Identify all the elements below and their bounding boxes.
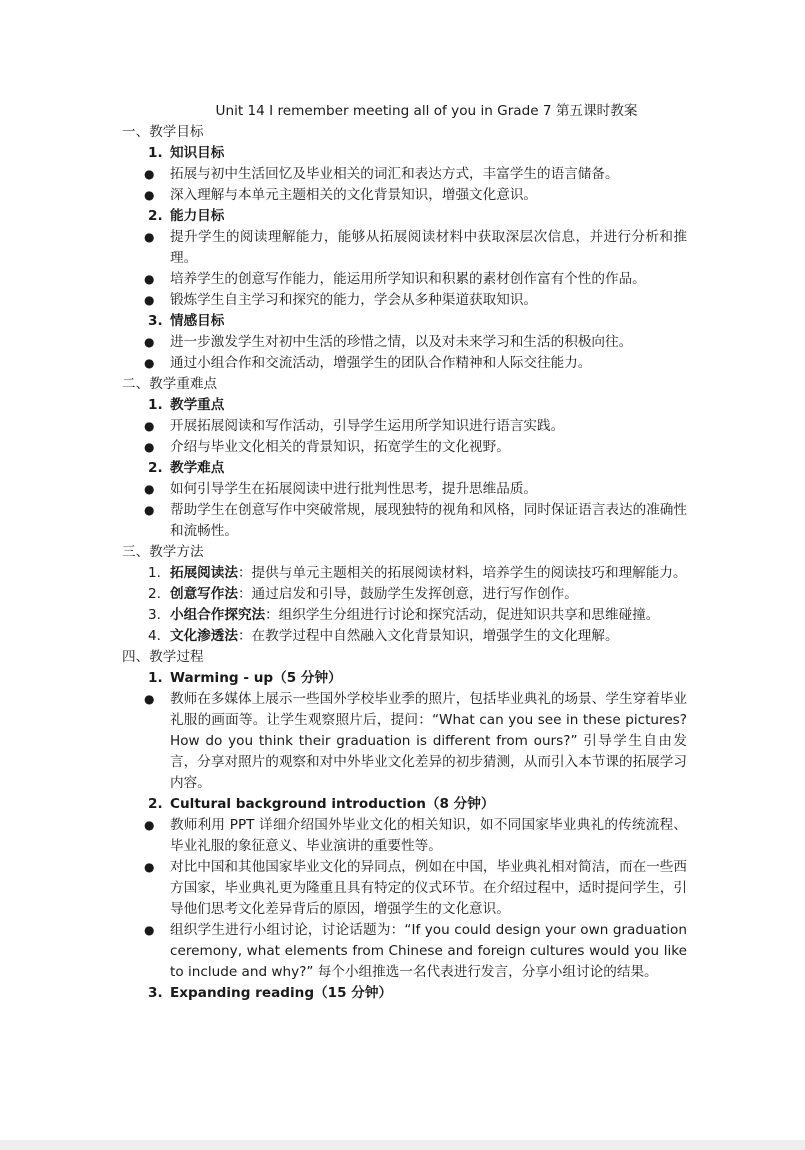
subheading — [122, 794, 687, 815]
subheading — [122, 311, 687, 332]
subheading-label: Cultural background introduction（8 分钟） — [170, 796, 495, 812]
bullet-icon: ● — [144, 188, 155, 202]
list-item — [122, 164, 687, 185]
list-item-text: 开展拓展阅读和写作活动，引导学生运用所学知识进行语言实践。 — [170, 418, 565, 434]
method-text: ：提供与单元主题相关的拓展阅读材料，培养学生的阅读技巧和理解能力。 — [237, 565, 687, 581]
bullet-icon: ● — [144, 923, 155, 937]
document-body — [122, 101, 687, 1004]
list-number: 4. — [148, 628, 161, 644]
list-item — [122, 353, 687, 374]
list-item — [122, 269, 687, 290]
list-item-text: 教师在多媒体上展示一些国外学校毕业季的照片，包括毕业典礼的场景、学生穿着毕业礼服的画面等。让学生观察照片后，提问：“What can you see in these pictures? How do you think their graduation is different from ours?” 引导学生自由发言，分享对照片的观察和对中外毕业文化差异的初步猜测，从而引入本节课的拓展学习内容。 — [170, 691, 687, 791]
list-number: 2. — [148, 586, 161, 602]
method-item — [122, 563, 687, 584]
subheading — [122, 395, 687, 416]
list-item — [122, 920, 687, 983]
method-text: ：组织学生分组进行讨论和探究活动，促进知识共享和思维碰撞。 — [265, 607, 660, 623]
method-label: 文化渗透法 — [170, 628, 238, 644]
section-heading: 四、教学过程 — [122, 649, 204, 665]
section-heading: 一、教学目标 — [122, 124, 204, 140]
method-label: 小组合作探究法 — [170, 607, 266, 623]
section-objectives — [122, 122, 687, 374]
bullet-icon: ● — [144, 272, 155, 286]
list-item-text: 组织学生进行小组讨论，讨论话题为：“If you could design your own graduation ceremony, what elements from Chinese and foreign cultures would you like to include and why?” 每个小组推选一名代表进行发言，分享小组讨论的结果。 — [170, 922, 687, 980]
list-item — [122, 185, 687, 206]
list-item-text: 对比中国和其他国家毕业文化的异同点，例如在中国，毕业典礼相对简洁，而在一些西方国家，毕业典礼更为隆重且具有特定的仪式环节。在介绍过程中，适时提问学生，引导他们思考文化差异背后的原因，增强学生的文化意识。 — [170, 859, 687, 917]
subheading — [122, 206, 687, 227]
list-number: 2. — [148, 460, 163, 476]
list-number: 2. — [148, 208, 163, 224]
method-text: ：通过启发和引导，鼓励学生发挥创意，进行写作创作。 — [237, 586, 578, 602]
list-number: 1. — [148, 670, 163, 686]
subheading — [122, 143, 687, 164]
subheading — [122, 983, 687, 1004]
list-number: 2. — [148, 796, 163, 812]
list-item-text: 介绍与毕业文化相关的背景知识，拓宽学生的文化视野。 — [170, 439, 510, 455]
list-item-text: 通过小组合作和交流活动，增强学生的团队合作精神和人际交往能力。 — [170, 355, 592, 371]
list-item — [122, 500, 687, 542]
bullet-icon: ● — [144, 440, 155, 454]
list-number: 3. — [148, 607, 161, 623]
bullet-icon: ● — [144, 818, 155, 832]
subheading-label: 情感目标 — [170, 313, 225, 329]
section-heading: 二、教学重难点 — [122, 376, 218, 392]
bullet-icon: ● — [144, 230, 155, 244]
bullet-icon: ● — [144, 293, 155, 307]
page-bottom-band — [0, 1140, 805, 1150]
subheading-label: 教学重点 — [170, 397, 225, 413]
list-item — [122, 227, 687, 269]
list-item-text: 拓展与初中生活回忆及毕业相关的词汇和表达方式，丰富学生的语言储备。 — [170, 166, 619, 182]
section-process — [122, 647, 687, 1004]
subheading-label: Expanding reading（15 分钟） — [170, 985, 393, 1001]
list-number: 1. — [148, 565, 161, 581]
list-item-text: 锻炼学生自主学习和探究的能力，学会从多种渠道获取知识。 — [170, 292, 538, 308]
method-item — [122, 584, 687, 605]
method-item — [122, 626, 687, 647]
list-item — [122, 857, 687, 920]
bullet-icon: ● — [144, 860, 155, 874]
bullet-icon: ● — [144, 503, 155, 517]
subheading-label: 教学难点 — [170, 460, 225, 476]
bullet-icon: ● — [144, 482, 155, 496]
list-item-text: 深入理解与本单元主题相关的文化背景知识，增强文化意识。 — [170, 187, 538, 203]
list-item-text: 提升学生的阅读理解能力，能够从拓展阅读材料中获取深层次信息，并进行分析和推理。 — [170, 229, 687, 266]
subheading-label: 能力目标 — [170, 208, 225, 224]
list-number: 1. — [148, 145, 163, 161]
list-item-text: 进一步激发学生对初中生活的珍惜之情，以及对未来学习和生活的积极向往。 — [170, 334, 633, 350]
method-item — [122, 605, 687, 626]
bullet-icon: ● — [144, 692, 155, 706]
list-item-text: 帮助学生在创意写作中突破常规，展现独特的视角和风格，同时保证语言表达的准确性和流畅性。 — [170, 502, 687, 539]
subheading — [122, 668, 687, 689]
method-text: ：在教学过程中自然融入文化背景知识，增强学生的文化理解。 — [237, 628, 619, 644]
section-key-points — [122, 374, 687, 542]
list-number: 3. — [148, 985, 163, 1001]
bullet-icon: ● — [144, 419, 155, 433]
document-title: Unit 14 I remember meeting all of you in Grade 7 第五课时教案 — [215, 103, 638, 119]
list-item — [122, 416, 687, 437]
section-heading: 三、教学方法 — [122, 544, 204, 560]
bullet-icon: ● — [144, 335, 155, 349]
bullet-icon: ● — [144, 356, 155, 370]
subheading-label: 知识目标 — [170, 145, 225, 161]
section-methods — [122, 542, 687, 647]
list-item — [122, 437, 687, 458]
list-number: 3. — [148, 313, 163, 329]
list-item — [122, 479, 687, 500]
method-label: 创意写作法 — [170, 586, 238, 602]
list-item — [122, 689, 687, 794]
list-item — [122, 815, 687, 857]
list-item-text: 培养学生的创意写作能力，能运用所学知识和积累的素材创作富有个性的作品。 — [170, 271, 646, 287]
list-item-text: 如何引导学生在拓展阅读中进行批判性思考，提升思维品质。 — [170, 481, 538, 497]
subheading-label: Warming - up（5 分钟） — [170, 670, 342, 686]
list-item-text: 教师利用 PPT 详细介绍国外毕业文化的相关知识，如不同国家毕业典礼的传统流程、毕业礼服的象征意义、毕业演讲的重要性等。 — [170, 817, 687, 854]
subheading — [122, 458, 687, 479]
method-label: 拓展阅读法 — [170, 565, 238, 581]
bullet-icon: ● — [144, 167, 155, 181]
list-item — [122, 290, 687, 311]
list-item — [122, 332, 687, 353]
list-number: 1. — [148, 397, 163, 413]
